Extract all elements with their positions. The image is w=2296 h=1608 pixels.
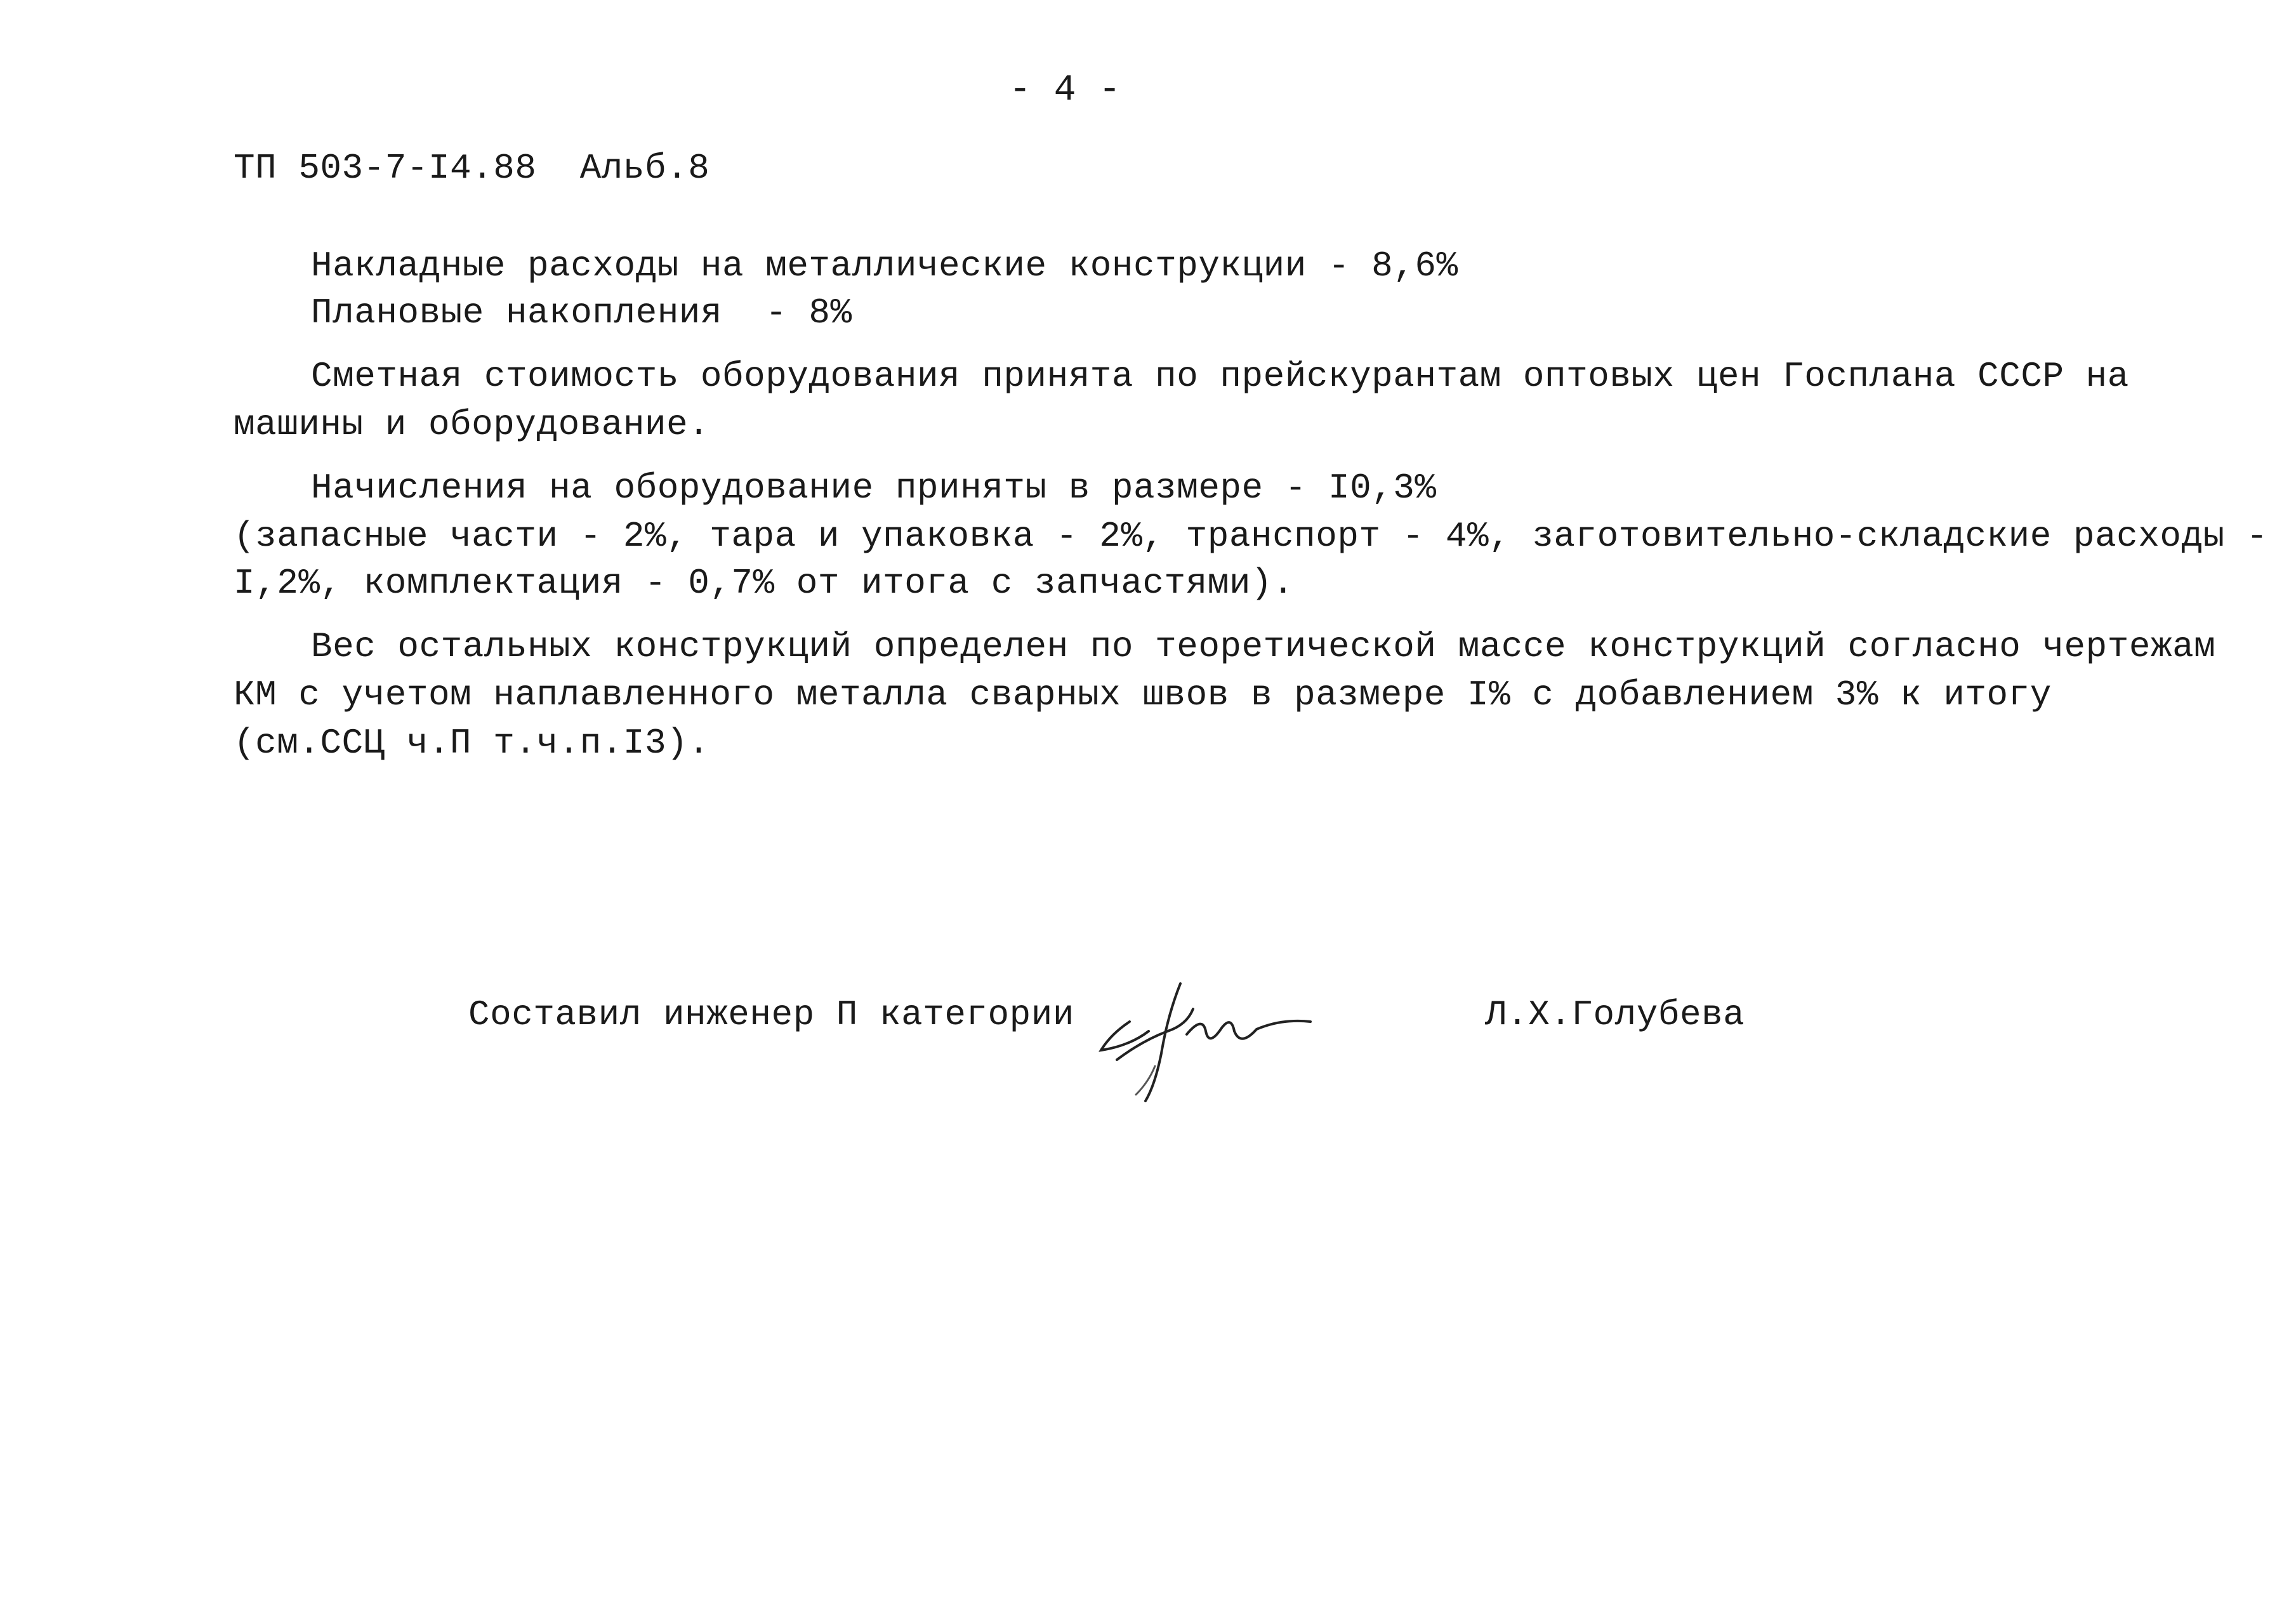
body-line: I,2%, комплектация - 0,7% от итога с запчастями). — [234, 563, 1295, 603]
handwritten-signature — [1092, 971, 1333, 1110]
body-line: Накладные расходы на металлические конструкции - 8,6% — [311, 246, 1458, 286]
body-line: (см.ССЦ ч.П т.ч.п.I3). — [234, 723, 710, 763]
body-line: Плановые накопления - 8% — [311, 293, 852, 333]
compiled-by-label: Составил инженер П категории — [468, 994, 1074, 1035]
signer-name: Л.Х.Голубева — [1485, 994, 1745, 1035]
body-line: Вес остальных конструкций определен по теоретической массе конструкций согласно чертежам — [311, 626, 2216, 667]
body-line: машины и оборудование. — [234, 404, 710, 445]
body-line: Начисления на оборудование приняты в размере - I0,3% — [311, 468, 1437, 508]
body-line: КМ с учетом наплавленного металла сварных швов в размере I% с добавлением 3% к итогу — [234, 675, 2052, 715]
body-line: Сметная стоимость оборудования принята по прейскурантам оптовых цен Госплана СССР на — [311, 356, 2129, 397]
body-line: (запасные части - 2%, тара и упаковка - 2%, транспорт - 4%, заготовительно-складские расходы - — [234, 516, 2268, 557]
document-code: ТП 503-7-I4.88 Альб.8 — [234, 148, 710, 188]
page-number: - 4 - — [1009, 70, 1121, 111]
